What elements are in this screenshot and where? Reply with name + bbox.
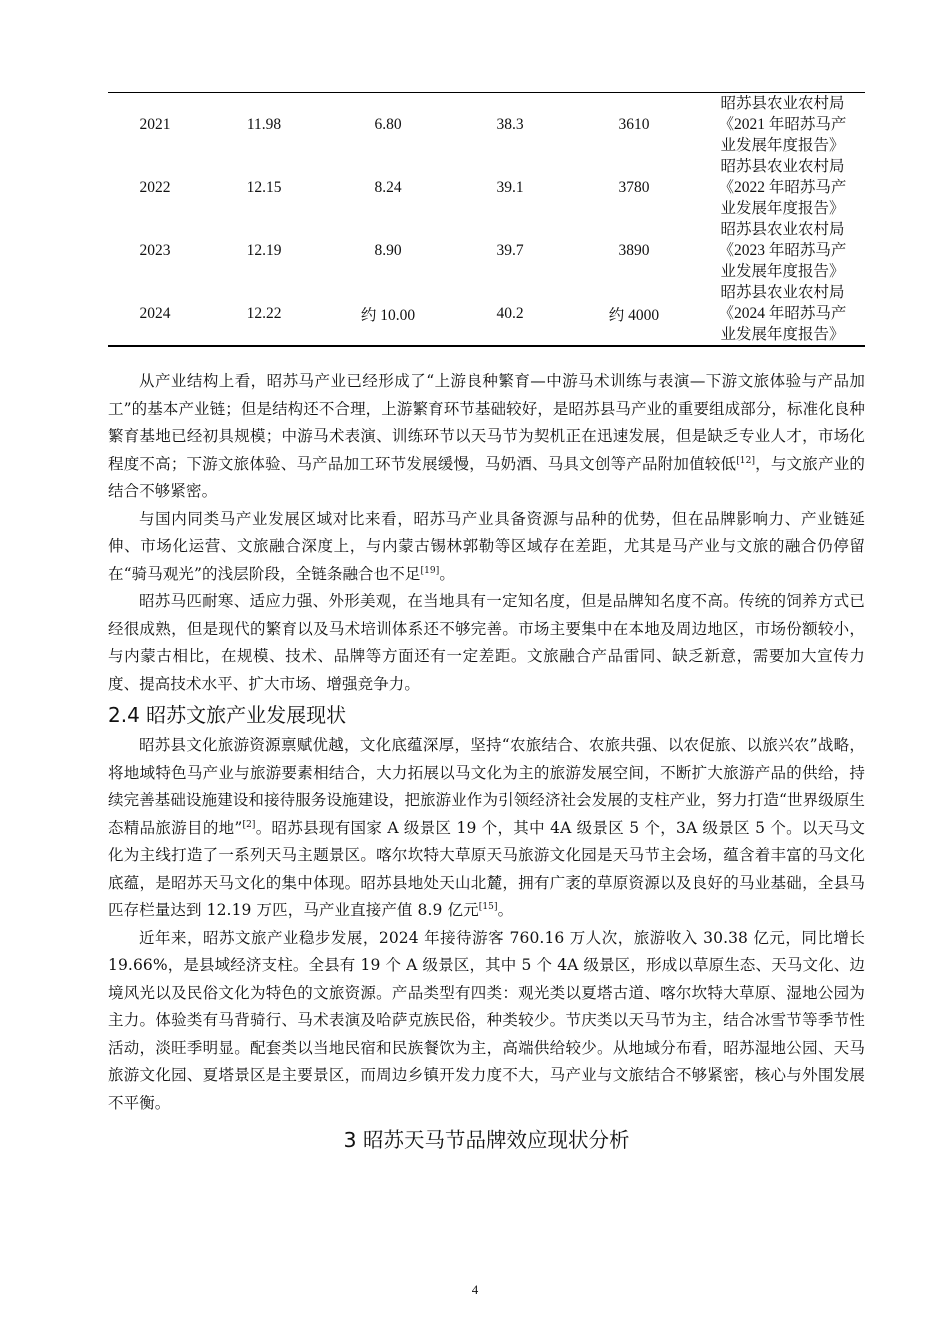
- source-line: 业发展年度报告》: [720, 137, 845, 154]
- source-line: 业发展年度报告》: [720, 200, 845, 217]
- chapter-heading-3: 3 昭苏天马节品牌效应现状分析: [343, 1128, 630, 1152]
- paragraph-comparison: [108, 506, 865, 589]
- paragraph-text: ，与文旅产业的结合不够紧密。: [108, 454, 865, 500]
- citation-ref: [15]: [478, 901, 498, 912]
- body-text: [108, 368, 865, 1157]
- citation-ref: [19]: [420, 565, 440, 576]
- paragraph-text: 。: [439, 564, 455, 583]
- table-cell: 39.7: [496, 241, 524, 259]
- table-cell: 39.1: [496, 178, 524, 196]
- paragraph-text: 。昭苏县现有国家 A 级景区 19 个，其中 4A 级景区 5 个，3A 级景区 5 个。以天马文化为主线打造了一系列天马主题景区。喀尔坎特大草原天马旅游文化园是天马节主会场，蕴含着丰富的马文化底蕴，是昭苏天马文化的集中体现。昭苏县地处天山北麓，拥有广袤的草原资源以及良好的马业基础，全县马匹存栏量达到 12.19 万匹，马产业直接产值 8.9 亿元: [108, 818, 865, 919]
- source-line: 业发展年度报告》: [720, 326, 845, 343]
- source-line: 《2021 年昭苏马产: [718, 116, 847, 133]
- table-cell-source: [700, 219, 865, 282]
- paragraph-horse-brand: 昭苏马匹耐寒、适应力强、外形美观，在当地具有一定知名度，但是品牌知名度不高。传统的饲养方式已经很成熟，但是现代的繁育以及马术培训体系还不够完善。市场主要集中在本地及周边地区，市场份额较小，与内蒙古相比，在规模、技术、品牌等方面还有一定差距。文旅融合产品雷同、缺乏新意，需要加大宣传力度、提高技术水平、扩大市场、增强竞争力。: [108, 592, 865, 693]
- table-cell: 2023: [139, 241, 171, 259]
- paragraph-tourism-resources: [108, 732, 865, 925]
- table-cell: 12.19: [246, 241, 282, 259]
- table-cell: 38.3: [496, 115, 524, 133]
- table-bottom-rule: [108, 345, 865, 347]
- source-line: 业发展年度报告》: [720, 263, 845, 280]
- source-line: 昭苏县农业农村局: [720, 221, 845, 238]
- paragraph-text: 与国内同类马产业发展区域对比来看，昭苏马产业具备资源与品种的优势，但在品牌影响力、产业链延伸、市场化运营、文旅融合深度上，与内蒙古锡林郭勒等区域存在差距，尤其是马产业与文旅的融合仍停留在“骑马观光”的浅层阶段，全链条融合也不足: [108, 509, 865, 583]
- citation-ref: [2]: [242, 819, 256, 830]
- table-cell: 12.15: [246, 178, 282, 196]
- table-cell: 3780: [618, 178, 650, 196]
- paragraph-text: 。: [497, 901, 514, 919]
- table-cell: 11.98: [246, 115, 282, 133]
- table-cell: 3610: [618, 115, 650, 133]
- page-number: 4: [471, 1282, 479, 1297]
- table-cell-source: [700, 282, 865, 345]
- table-cell: 2022: [139, 178, 171, 196]
- table-cell: 2021: [139, 115, 171, 133]
- table-cell: 12.22: [246, 304, 282, 322]
- table-cell: 约 4000: [608, 306, 660, 324]
- source-line: 昭苏县农业农村局: [720, 158, 845, 175]
- table-cell: 2024: [139, 304, 171, 322]
- paragraph-text: 从产业结构上看，昭苏马产业已经形成了“上游良种繁育—中游马术训练与表演—下游文旅体验与产品加工”的基本产业链；但是结构还不合理，上游繁育环节基础较好，是昭苏县马产业的重要组成部分，标准化良种繁育基地已经初具规模；中游马术表演、训练环节以天马节为契机正在迅速发展，但是缺乏专业人才，市场化程度不高；下游文旅体验、马产品加工环节发展缓慢，马奶酒、马具文创等产品附加值较低: [108, 372, 865, 473]
- table-cell: 3890: [618, 241, 650, 259]
- table-cell: 8.24: [374, 178, 402, 196]
- table-row: [108, 219, 865, 282]
- source-line: 《2024 年昭苏马产: [718, 305, 847, 322]
- source-line: 昭苏县农业农村局: [720, 95, 845, 112]
- table-row: [108, 156, 865, 219]
- source-line: 昭苏县农业农村局: [720, 284, 845, 301]
- source-line: 《2023 年昭苏马产: [718, 242, 847, 259]
- table-cell: 约 10.00: [360, 306, 416, 324]
- table-cell-source: [700, 93, 865, 156]
- source-line: 《2022 年昭苏马产: [718, 179, 847, 196]
- table-cell: 8.90: [374, 241, 402, 259]
- table-row: [108, 93, 865, 156]
- paragraph-text: 昭苏县文化旅游资源禀赋优越，文化底蕴深厚，坚持“农旅结合、农旅共强、以农促旅、以旅兴农”战略，将地域特色马产业与旅游要素相结合，大力拓展以马文化为主的旅游发展空间，不断扩大旅游产品的供给，持续完善基础设施建设和接待服务设施建设，把旅游业作为引领经济社会发展的支柱产业，努力打造“世界级原生态精品旅游目的地”: [108, 736, 865, 837]
- table-cell: 6.80: [374, 115, 402, 133]
- data-table: [108, 92, 865, 347]
- paragraph-tourism-development: 近年来，昭苏文旅产业稳步发展，2024 年接待游客 760.16 万人次，旅游收入 30.38 亿元，同比增长 19.66%，是县域经济支柱。全县有 19 个 A 级景区，其中 5 个 4A 级景区，形成以草原生态、天马文化、边境风光以及民俗文化为特色的文旅资源。产品类型有四类：观光类以夏塔古道、喀尔坎特大草原、湿地公园为主力。体验类有马背骑行、马术表演及哈萨克族民俗，种类较少。节庆类以天马节为主，结合冰雪节等季节性活动，淡旺季明显。配套类以当地民宿和民族餐饮为主，高端供给较少。从地域分布看，昭苏湿地公园、天马旅游文化园、夏塔景区是主要景区，而周边乡镇开发力度不大，马产业与文旅结合不够紧密，核心与外围发展不平衡。: [108, 928, 865, 1112]
- table-body: [108, 93, 865, 345]
- paragraph-industry-structure: [108, 368, 865, 506]
- table-row: [108, 282, 865, 345]
- section-heading-2-4: 2.4 昭苏文旅产业发展现状: [108, 703, 347, 727]
- table-cell: 40.2: [496, 304, 524, 322]
- citation-ref: [12]: [736, 455, 756, 466]
- table-cell-source: [700, 156, 865, 219]
